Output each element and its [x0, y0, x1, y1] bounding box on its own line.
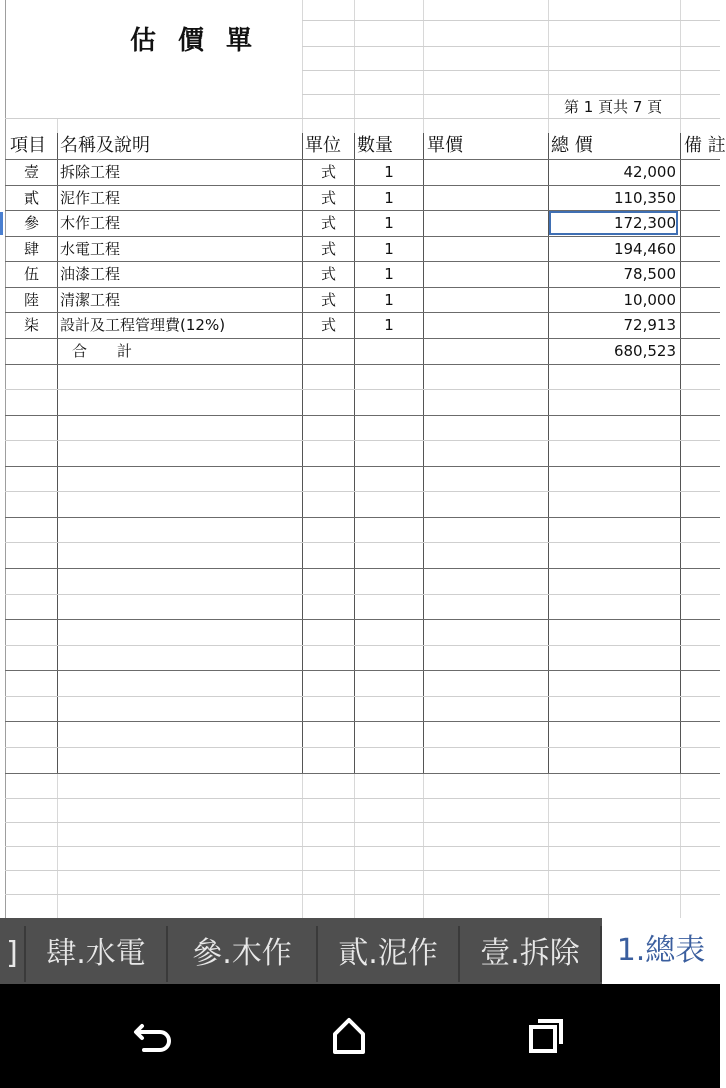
header-note[interactable]: 備 註: [684, 135, 726, 156]
row-qty[interactable]: 1: [384, 214, 394, 232]
row-border: [5, 798, 720, 799]
col-border: [5, 0, 6, 918]
row-border: [5, 415, 720, 416]
row-border: [5, 747, 720, 748]
row-qty[interactable]: 1: [384, 316, 394, 334]
row-total[interactable]: 110,350: [613, 189, 676, 207]
header-item[interactable]: 項目: [10, 135, 46, 156]
row-qty[interactable]: 1: [384, 240, 394, 258]
row-border: [5, 542, 720, 543]
row-border: [5, 894, 720, 895]
row-qty[interactable]: 1: [384, 265, 394, 283]
row-border: [5, 773, 720, 774]
row-border: [5, 822, 720, 823]
row-border: [5, 645, 720, 646]
row-border: [302, 20, 720, 21]
tab-carpentry[interactable]: 參.木作: [168, 926, 318, 982]
row-name[interactable]: 拆除工程: [60, 163, 121, 181]
row-border: [5, 364, 720, 365]
table-col-border: [57, 133, 58, 773]
row-border: [5, 440, 720, 441]
active-row-marker: [0, 212, 3, 235]
tab-summary[interactable]: 1.總表: [602, 918, 720, 984]
row-unit[interactable]: 式: [320, 163, 336, 181]
tab-masonry[interactable]: 貳.泥作: [318, 926, 460, 982]
row-unit[interactable]: 式: [320, 316, 336, 334]
row-qty[interactable]: 1: [384, 163, 394, 181]
row-total[interactable]: 10,000: [623, 291, 676, 309]
row-unit[interactable]: 式: [320, 291, 336, 309]
row-total[interactable]: 172,300: [613, 214, 676, 232]
back-icon[interactable]: [130, 1012, 178, 1060]
row-qty[interactable]: 1: [384, 291, 394, 309]
row-border: [5, 491, 720, 492]
row-border: [5, 466, 720, 467]
title-area: [6, 0, 302, 118]
tab-plumbing-electrical[interactable]: 肆.水電: [26, 926, 168, 982]
row-border: [5, 389, 720, 390]
row-qty[interactable]: 1: [384, 189, 394, 207]
sum-total[interactable]: 680,523: [613, 342, 676, 360]
system-nav-bar: [0, 984, 720, 1088]
row-border: [5, 118, 720, 119]
row-total[interactable]: 72,913: [623, 316, 676, 334]
home-icon[interactable]: [325, 1012, 373, 1060]
row-item[interactable]: 肆: [23, 240, 39, 258]
row-name[interactable]: 油漆工程: [60, 265, 121, 283]
row-item[interactable]: 貳: [23, 189, 39, 207]
row-border: [5, 619, 720, 620]
row-item[interactable]: 壹: [23, 163, 39, 181]
page-info: 第 1 頁共 7 頁: [564, 98, 663, 116]
sheet-title: 估價單: [130, 26, 275, 56]
row-border: [302, 46, 720, 47]
row-unit[interactable]: 式: [320, 214, 336, 232]
row-item[interactable]: 參: [23, 214, 39, 232]
row-total[interactable]: 42,000: [623, 163, 676, 181]
row-border: [5, 594, 720, 595]
row-border: [302, 94, 720, 95]
tab-partial[interactable]: ]: [0, 926, 26, 982]
row-unit[interactable]: 式: [320, 265, 336, 283]
row-name[interactable]: 水電工程: [60, 240, 121, 258]
sum-label[interactable]: 合 計: [72, 342, 133, 360]
row-border: [5, 568, 720, 569]
header-name[interactable]: 名稱及說明: [60, 135, 150, 156]
row-border: [5, 846, 720, 847]
row-item[interactable]: 伍: [23, 265, 39, 283]
row-border: [5, 696, 720, 697]
tab-demolition[interactable]: 壹.拆除: [460, 926, 602, 982]
sheet-tab-bar[interactable]: [0, 918, 720, 984]
row-total[interactable]: 78,500: [623, 265, 676, 283]
row-name[interactable]: 木作工程: [60, 214, 121, 232]
row-border: [5, 670, 720, 671]
header-qty[interactable]: 數量: [357, 135, 393, 156]
table-col-border: [423, 133, 424, 773]
row-unit[interactable]: 式: [320, 189, 336, 207]
header-unit[interactable]: 單位: [305, 135, 341, 156]
row-name[interactable]: 泥作工程: [60, 189, 121, 207]
row-item[interactable]: 陸: [23, 291, 39, 309]
recents-icon[interactable]: [522, 1012, 570, 1060]
table-col-border: [680, 133, 681, 773]
row-border: [5, 721, 720, 722]
row-border: [302, 70, 720, 71]
row-total[interactable]: 194,460: [613, 240, 676, 258]
row-name[interactable]: 設計及工程管理費(12%): [60, 316, 226, 334]
header-total[interactable]: 總 價: [551, 135, 593, 156]
row-unit[interactable]: 式: [320, 240, 336, 258]
row-item[interactable]: 柒: [23, 316, 39, 334]
header-unit-price[interactable]: 單價: [427, 135, 463, 156]
row-border: [5, 870, 720, 871]
row-border: [5, 517, 720, 518]
row-name[interactable]: 清潔工程: [60, 291, 121, 309]
